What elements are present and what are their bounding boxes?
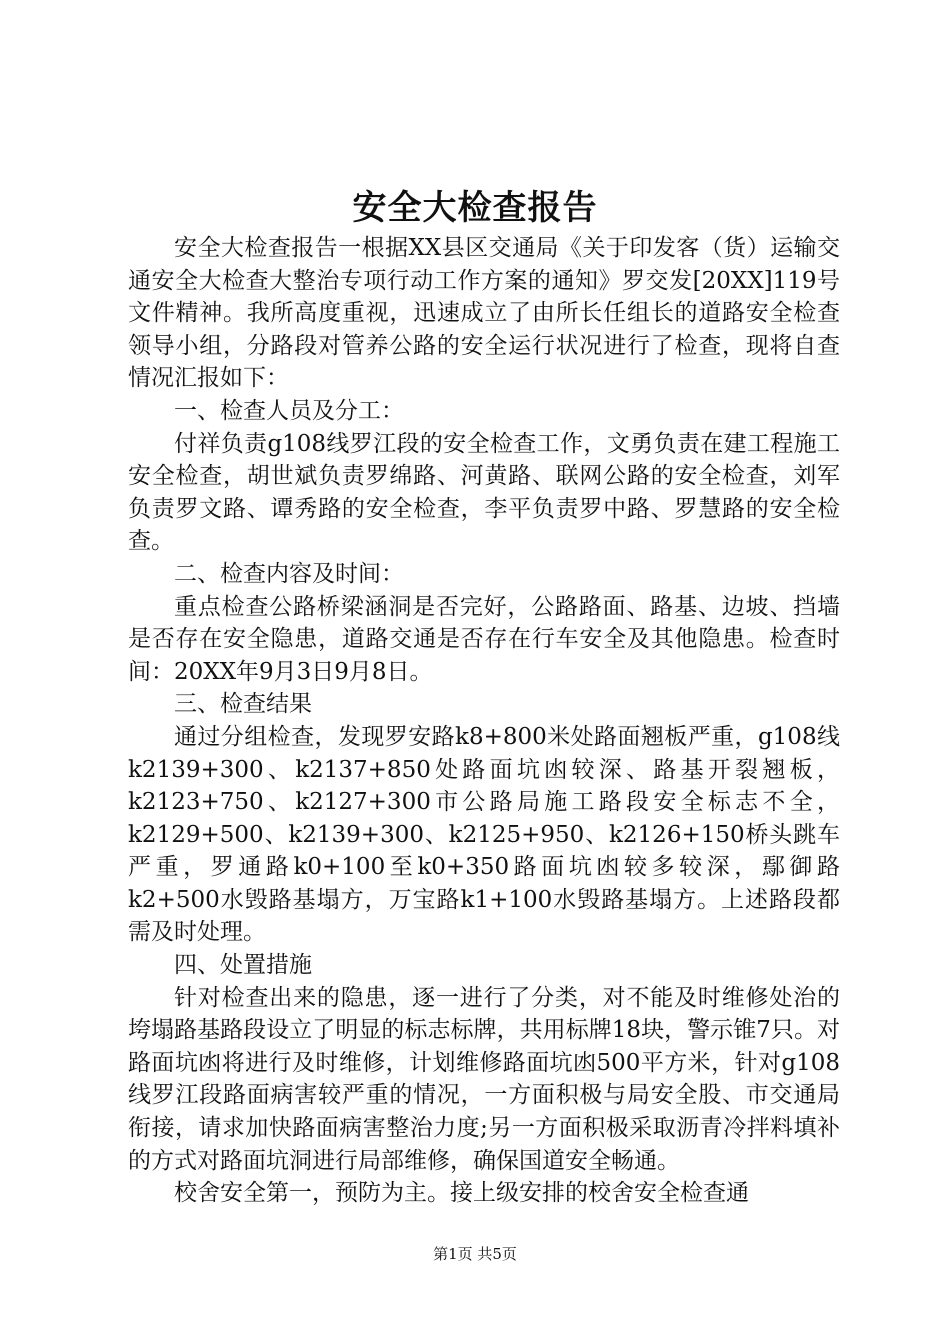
section-paragraph-4: 针对检查出来的隐患，逐一进行了分类，对不能及时维修处治的垮塌路基路段设立了明显的标志标牌，共用标牌18块，警示锥7只。对路面坑凼将进行及时维修，计划维修路面坑凼500平方米，针对g108线罗江段路面病害较严重的情况，一方面积极与局安全股、市交通局衔接，请求加快路面病害整治力度;另一方面积极采取沥青冷拌料填补的方式对路面坑洞进行局部维修，确保国道安全畅通。: [128, 984, 840, 1174]
section-heading-3: 三、检查结果: [174, 691, 312, 718]
section-heading-2: 二、检查内容及时间：: [174, 560, 404, 587]
section-heading-4: 四、处置措施: [174, 952, 312, 979]
document-body: [128, 232, 840, 1210]
section-paragraph-3: 通过分组检查，发现罗安路k8+800米处路面翘板严重，g108线k2139+300、k2137+850处路面坑凼较深、路基开裂翘板，k2123+750、k2127+300市公路局施工路段安全标志不全，k2129+500、k2139+300、k2125+950、k2126+150桥头跳车严重，罗通路k0+100至k0+350路面坑凼较多较深，鄢御路k2+500水毁路基塌方，万宝路k1+100水毁路基塌方。上述路段都需及时处理。: [128, 723, 840, 946]
intro-paragraph: 安全大检查报告一根据XX县区交通局《关于印发客（货）运输交通安全大检查大整治专项行动工作方案的通知》罗交发[20XX]119号文件精神。我所高度重视，迅速成立了由所长任组长的道路安全检查领导小组，分路段对管养公路的安全运行状况进行了检查，现将自查情况汇报如下：: [128, 235, 840, 392]
section-paragraph-2: 重点检查公路桥梁涵洞是否完好，公路路面、路基、边坡、挡墙是否存在安全隐患，道路交通是否存在行车安全及其他隐患。检查时间：20XX年9月3日9月8日。: [128, 593, 840, 685]
section-heading-1: 一、检查人员及分工：: [174, 397, 404, 424]
closing-paragraph: 校舍安全第一，预防为主。接上级安排的校舍安全检查通: [174, 1180, 749, 1207]
section-paragraph-1: 付祥负责g108线罗江段的安全检查工作，文勇负责在建工程施工安全检查，胡世斌负责罗绵路、河黄路、联网公路的安全检查，刘军负责罗文路、谭秀路的安全检查，李平负责罗中路、罗慧路的安全检查。: [128, 430, 840, 555]
document-title: 安全大检查报告: [352, 188, 598, 228]
page-number-footer: 第1页 共5页: [433, 1245, 517, 1263]
